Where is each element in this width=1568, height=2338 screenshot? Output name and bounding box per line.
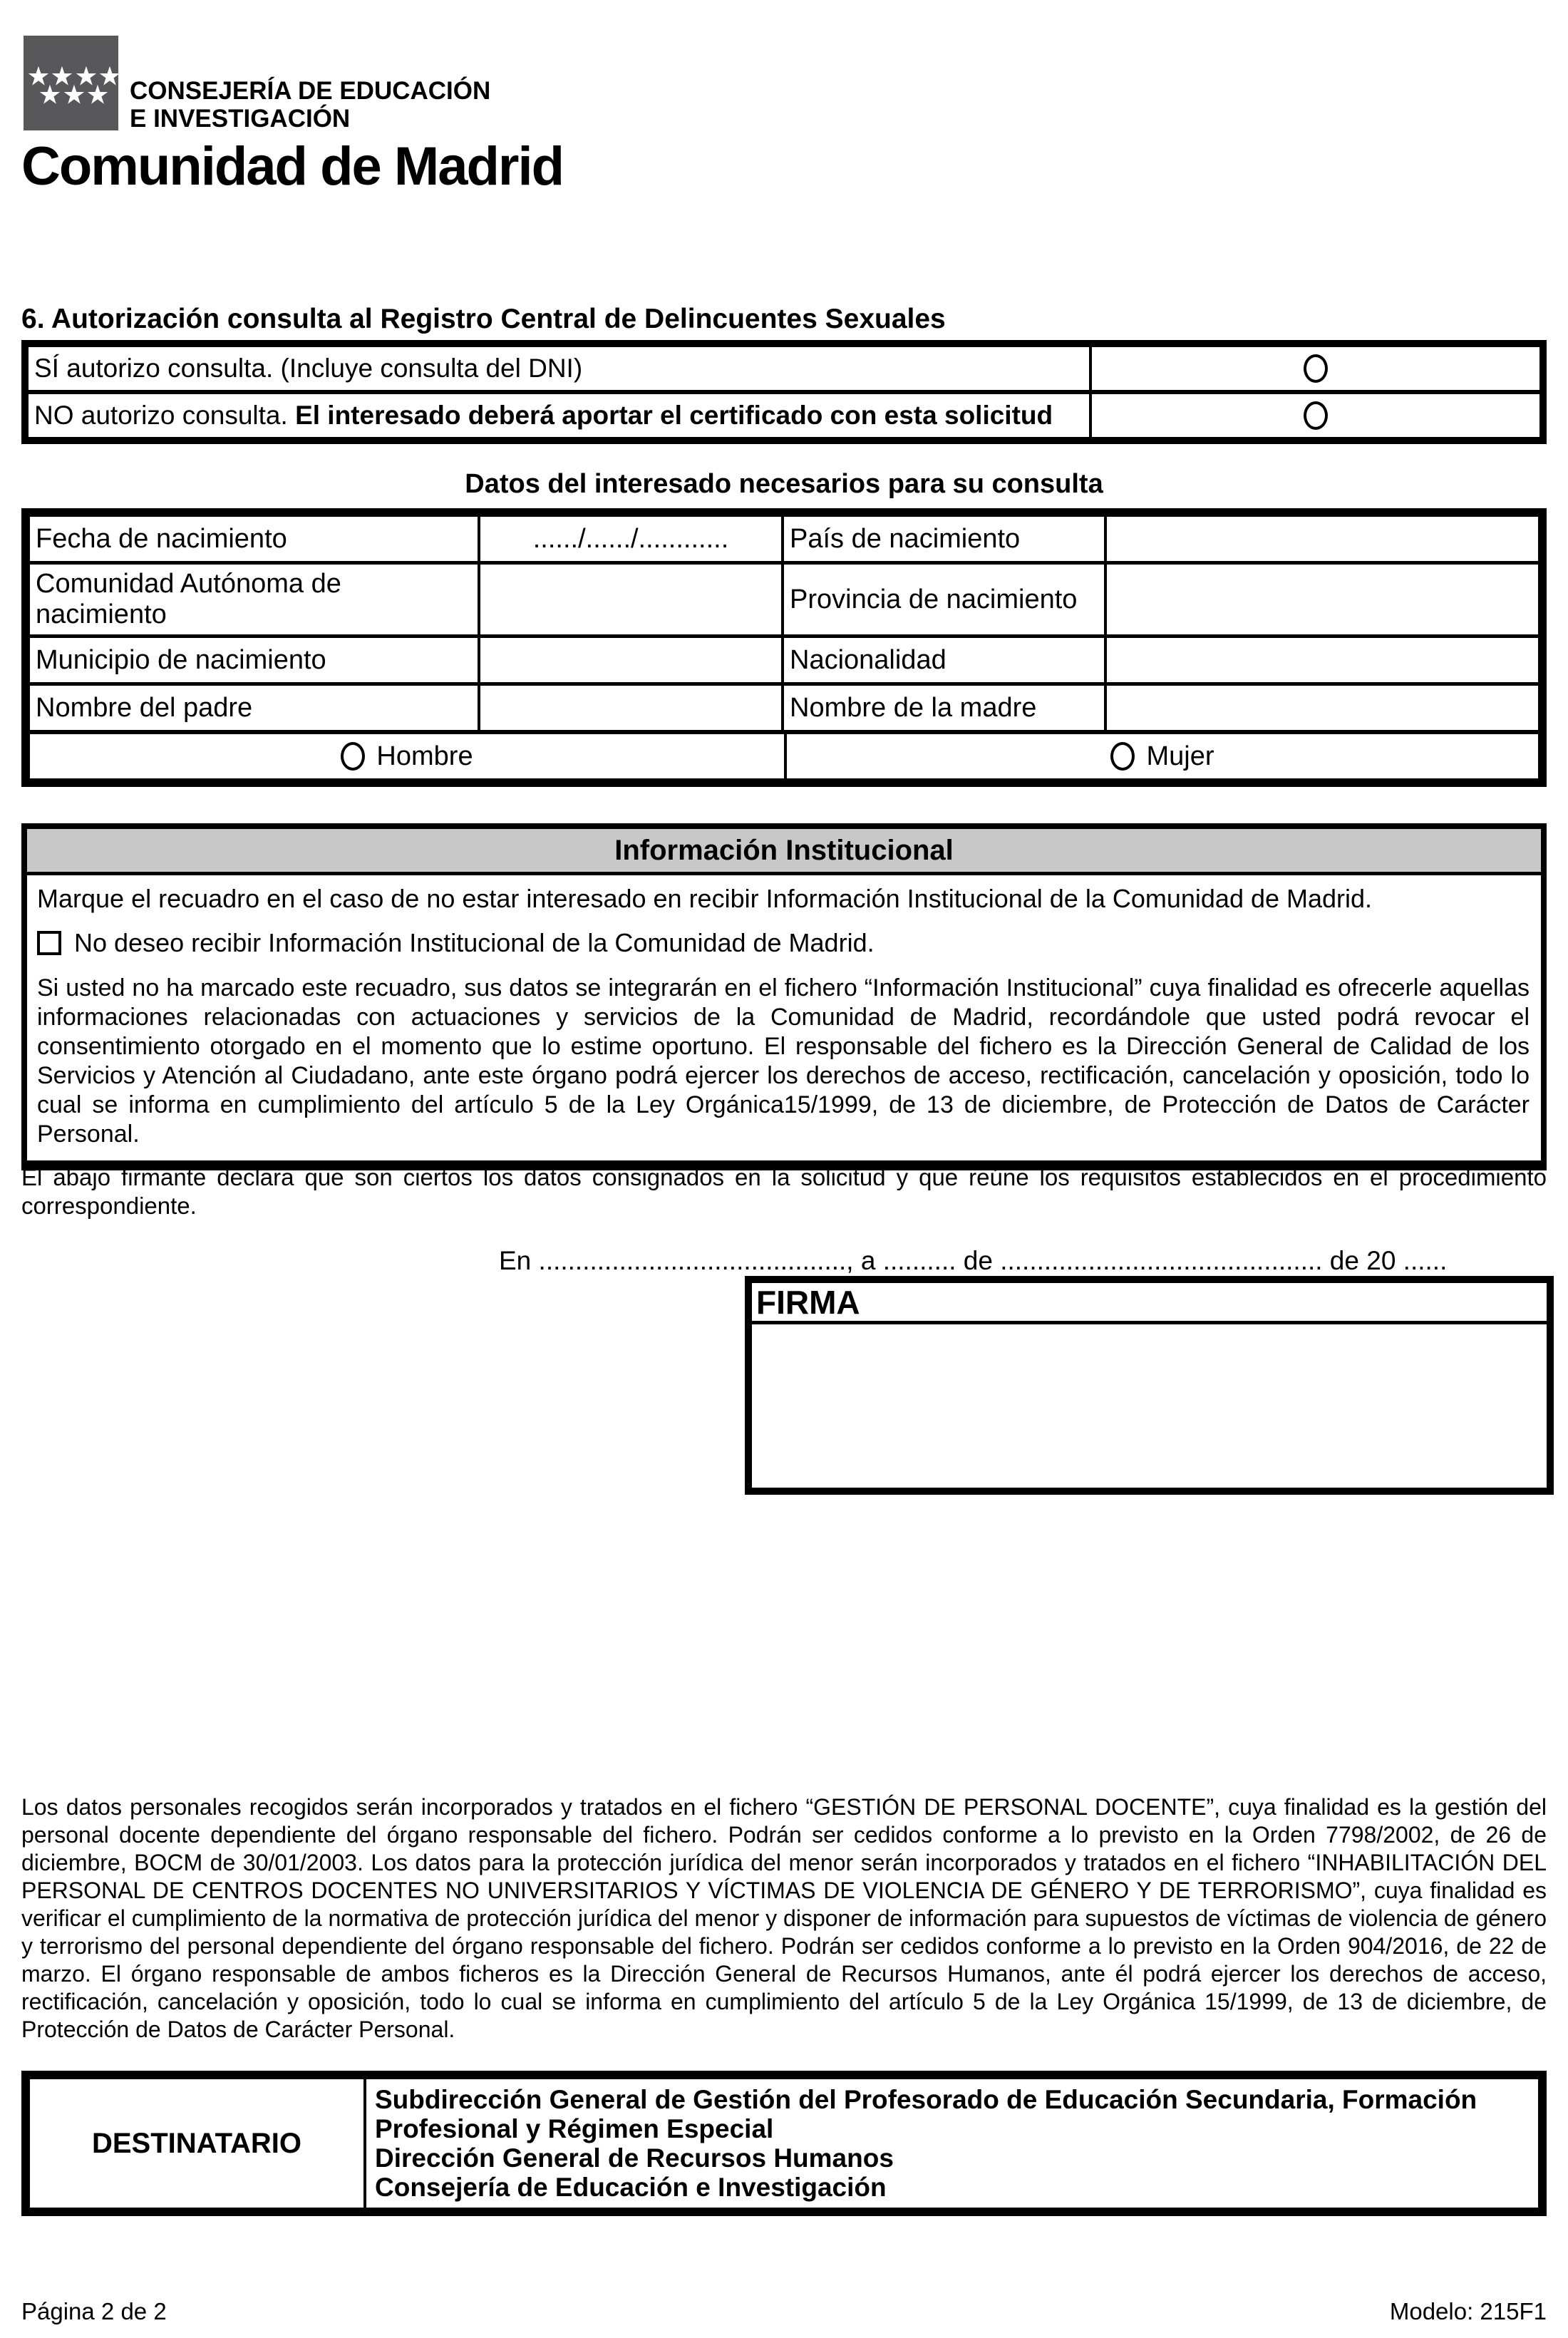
nacionalidad-label: Nacionalidad: [781, 638, 1104, 682]
star-icon: ★: [26, 61, 51, 92]
destinatario-line: Subdirección General de Gestión del Profesorado de Educación Secundaria, Formación Profesional y Régimen Especial: [375, 2085, 1477, 2143]
pais-nacimiento-field[interactable]: [1104, 517, 1538, 561]
auth-row-yes: [29, 347, 1539, 390]
fecha-nacimiento-field[interactable]: ....../....../............: [478, 517, 781, 561]
star-icon: ★: [86, 79, 110, 110]
star-icon: ★: [74, 61, 98, 92]
auth-no-radio-cell: [1092, 394, 1539, 437]
fecha-nacimiento-label: Fecha de nacimiento: [36, 523, 287, 554]
auth-no-label: [29, 394, 1092, 437]
signature-box-header: FIRMA: [752, 1283, 1547, 1324]
nombre-madre-field[interactable]: [1104, 686, 1538, 730]
star-icon: ★: [38, 79, 62, 110]
info-legal-paragraph: Si usted no ha marcado este recuadro, sus datos se integrarán en el fichero “Información Institucional” cuya finalidad es ofrecerle aquellas informaciones relacionadas con actuaciones y servicios de la Comunidad de Madrid, recordándole que usted podrá revocar el consentimiento otorgado en el momento que lo estime oportuno. El responsable del fichero es la Dirección General de Calidad de los Servicios y Atención al Ciudadano, ante este órgano podrá ejercer los derechos de acceso, rectificación, cancelación y oposición, todo lo cual se informa en cumplimiento del artículo 5 de la Ley Orgánica15/1999, de 13 de diciembre, de Protección de Datos de Carácter Personal.: [37, 974, 1530, 1148]
gender-female-cell: [784, 734, 1538, 778]
institutional-info-header: Información Institucional: [27, 829, 1541, 875]
table-row: [30, 634, 1538, 682]
gender-female-radio[interactable]: [1110, 742, 1135, 771]
auth-no-radio[interactable]: [1304, 401, 1328, 430]
table-row: [30, 517, 1538, 561]
privacy-notice: Los datos personales recogidos serán incorporados y tratados en el fichero “GESTIÓN DE PERSONAL DOCENTE”, cuya finalidad es la gestión del personal docente dependiente del órgano responsable del fichero. Podrán ser cedidos conforme a lo previsto en la Orden 7798/2002, de 26 de diciembre, BOCM de 30/01/2003. Los datos para la protección jurídica del menor serán incorporados y tratados en el fichero “INHABILITACIÓN DEL PERSONAL DE CENTROS DOCENTES NO UNIVERSITARIOS Y VÍCTIMAS DE VIOLENCIA DE GÉNERO Y DE TERRORISMO”, cuya finalidad es verificar el cumplimiento de la normativa de protección jurídica del menor y disponer de información para supuestos de víctimas de violencia de género y terrorismo del personal dependiente del órgano responsable del fichero. Podrán ser cedidos conforme a lo previsto en la Orden 904/2016, de 22 de marzo. El órgano responsable de ambos ficheros es la Dirección General de Recursos Humanos, ante él podrá ejercer los derechos de acceso, rectificación, cancelación y oposición, todo lo cual se informa en cumplimiento del artículo 5 de la Ley Orgánica 15/1999, de 13 de diciembre, de Protección de Datos de Carácter Personal.: [21, 1794, 1547, 2042]
auth-yes-label: [29, 347, 1092, 390]
date-place-line[interactable]: En .........................................., a .......... de ............................................ de 20 ......: [499, 1246, 1448, 1275]
destinatario-label: DESTINATARIO: [30, 2079, 366, 2208]
page-number: Página 2 de 2: [21, 2298, 167, 2324]
institutional-info-box: [21, 823, 1547, 1170]
auth-yes-radio[interactable]: [1304, 354, 1328, 383]
signature-box: [745, 1276, 1554, 1495]
datos-table: [21, 508, 1547, 787]
signature-area[interactable]: [752, 1324, 1547, 1491]
datos-table-title: Datos del interesado necesarios para su consulta: [465, 469, 1103, 499]
gender-female-label: Mujer: [1146, 741, 1214, 771]
institutional-info-body: [27, 875, 1541, 1160]
provincia-nacimiento-field[interactable]: [1104, 565, 1538, 634]
gender-male-label: Hombre: [376, 741, 473, 771]
destinatario-table: [21, 2071, 1547, 2216]
info-optout-row: [37, 928, 1530, 958]
star-icon: ★: [98, 61, 122, 92]
optout-checkbox-label: No deseo recibir Información Institucional de la Comunidad de Madrid.: [74, 928, 875, 957]
optout-checkbox[interactable]: [37, 931, 61, 955]
nombre-padre-label: Nombre del padre: [36, 692, 253, 723]
gender-male-radio[interactable]: [341, 742, 365, 771]
auth-yes-radio-cell: [1092, 347, 1539, 390]
pais-nacimiento-label: País de nacimiento: [781, 517, 1104, 561]
auth-row-no: [29, 390, 1539, 437]
destinatario-content: [366, 2079, 1538, 2208]
table-row: [30, 561, 1538, 634]
nacionalidad-field[interactable]: [1104, 638, 1538, 682]
section6-title: 6. Autorización consulta al Registro Central de Delincuentes Sexuales: [21, 304, 946, 334]
info-instruction: Marque el recuadro en el caso de no estar interesado en recibir Información Institucional de la Comunidad de Madrid.: [37, 884, 1373, 913]
org-name-line2: E INVESTIGACIÓN: [130, 105, 351, 133]
destinatario-line: Dirección General de Recursos Humanos: [375, 2143, 894, 2173]
declaration-text: El abajo firmante declara que son ciertos los datos consignados en la solicitud y que reúne los requisitos establecidos en el procedimiento correspondiente.: [21, 1164, 1547, 1219]
comunidad-autonoma-label: Comunidad Autónoma de nacimiento: [36, 569, 341, 629]
org-name: [130, 77, 490, 133]
nombre-padre-field[interactable]: [478, 686, 781, 730]
municipio-nacimiento-field[interactable]: [478, 638, 781, 682]
table-row: [30, 682, 1538, 730]
authorization-table: [21, 340, 1547, 444]
form-model-code: Modelo: 215F1: [1389, 2298, 1547, 2324]
region-title: Comunidad de Madrid: [21, 136, 563, 197]
org-name-line1: CONSEJERÍA DE EDUCACIÓN: [130, 77, 491, 105]
municipio-nacimiento-label: Municipio de nacimiento: [36, 644, 326, 675]
comunidad-autonoma-field[interactable]: [478, 565, 781, 634]
auth-no-text: NO autorizo consulta. El interesado deberá aportar el certificado con esta solicitud: [34, 401, 1053, 430]
provincia-nacimiento-label: Provincia de nacimiento: [781, 565, 1104, 634]
comunidad-madrid-logo: [24, 36, 122, 130]
star-icon: ★: [50, 61, 74, 92]
auth-yes-text: SÍ autorizo consulta. (Incluye consulta del DNI): [34, 354, 583, 383]
star-icon: ★: [62, 79, 86, 110]
gender-row: [30, 730, 1538, 778]
gender-male-cell: [30, 734, 784, 778]
nombre-madre-label: Nombre de la madre: [781, 686, 1104, 730]
destinatario-line: Consejería de Educación e Investigación: [375, 2173, 887, 2202]
